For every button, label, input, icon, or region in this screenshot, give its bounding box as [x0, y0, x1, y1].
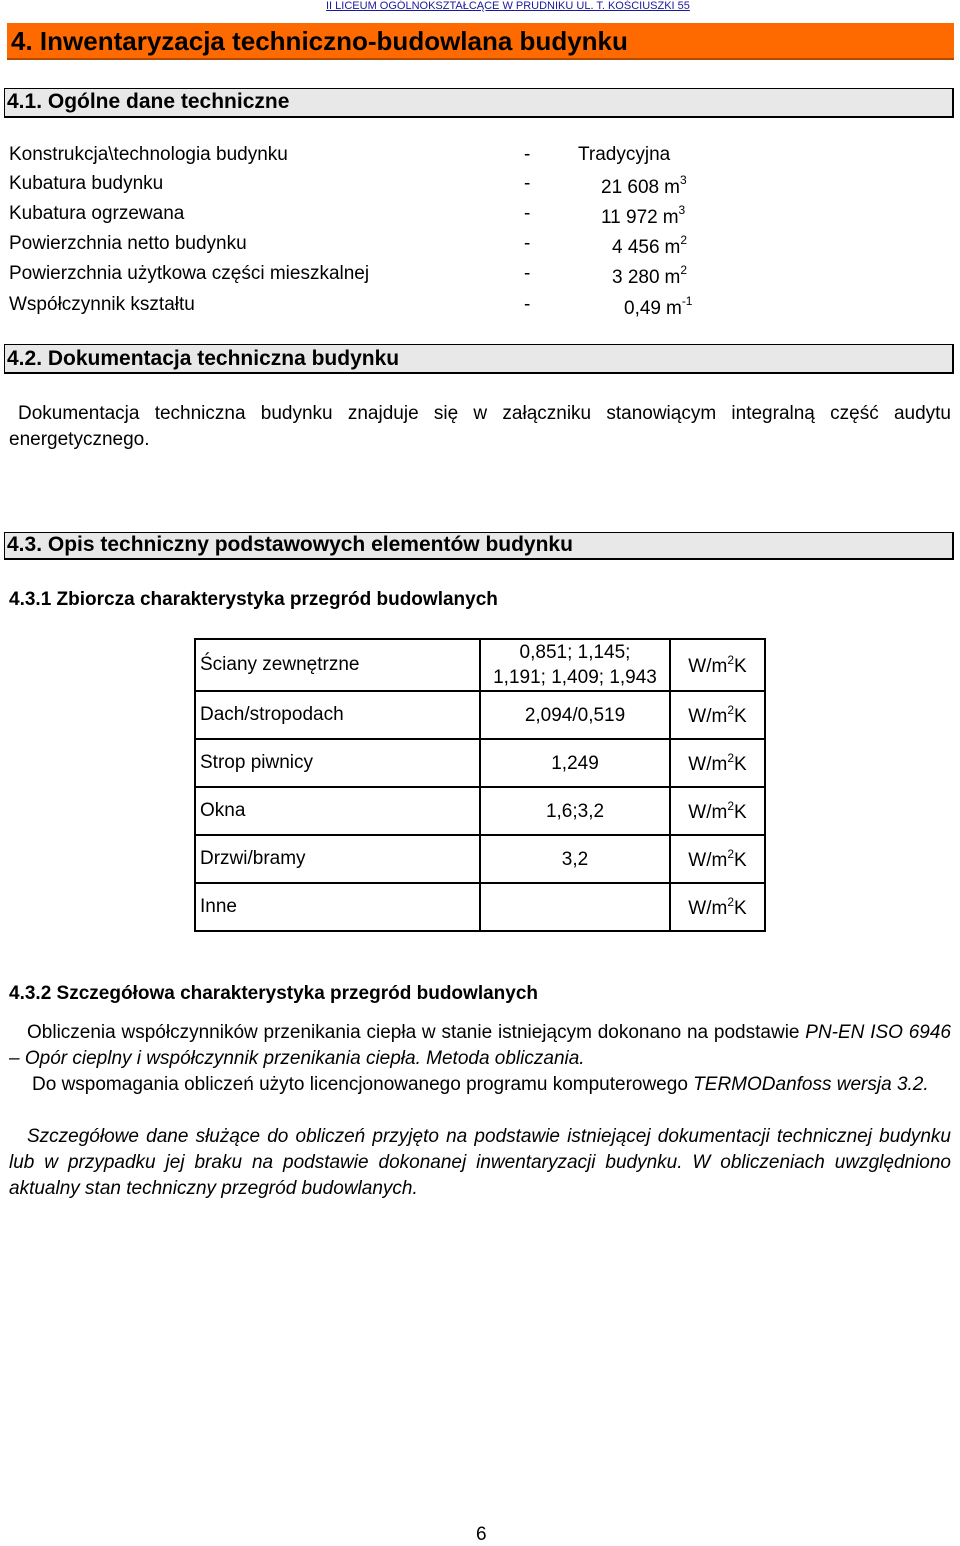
info-label: Kubatura ogrzewana: [9, 203, 185, 224]
info-dash: -: [524, 144, 531, 165]
table-row: [195, 883, 765, 931]
info-label: Powierzchnia użytkowa części mieszkalnej: [9, 263, 370, 284]
software-paragraph: Do wspomagania obliczeń użyto licencjonowanego programu komputerowego TERMODanfoss wersja 3.2.: [32, 1074, 929, 1095]
calculation-paragraph: Obliczenia współczynników przenikania ciepła w stanie istniejącym dokonano na podstawie PN-EN ISO 6946 – Opór cieplny i współczynnik przenikania ciepła. Metoda obliczania.: [9, 1022, 951, 1069]
table-row: [195, 639, 765, 691]
info-value: Tradycyjna: [578, 144, 671, 165]
section-4-2-title: 4.2. Dokumentacja techniczna budynku: [7, 347, 400, 370]
info-dash: -: [524, 203, 531, 224]
info-value: 3 280 $m^2$: [612, 263, 688, 288]
partition-unit: $W/m^2K$: [670, 883, 765, 931]
documentation-paragraph: Dokumentacja techniczna budynku znajduje się w załączniku stanowiącym integralną część audytu energetycznego.: [9, 403, 951, 450]
chapter-title: 4. Inwentaryzacja techniczno-budowlana budynku: [11, 26, 628, 56]
table-row: [195, 691, 765, 739]
info-value: 21 608 $m^3$: [601, 173, 687, 198]
info-label: Konstrukcja\technologia budynku: [9, 144, 288, 165]
partition-value: 3,2: [480, 835, 670, 883]
info-value: 11 972 $m^3$: [601, 203, 686, 228]
info-value: 0,49 $m^{-1}$: [624, 294, 693, 319]
page-number: 6: [476, 1524, 487, 1545]
section-4-3-title: 4.3. Opis techniczny podstawowych elementów budynku: [7, 533, 573, 556]
header-school-link[interactable]: II LICEUM OGÓLNOKSZTAŁCĄCE W PRUDNIKU UL. T. KOŚCIUSZKI 55: [326, 0, 690, 12]
subsection-4-3-1-title: 4.3.1 Zbiorcza charakterystyka przegród budowlanych: [9, 589, 498, 610]
partitions-table: [194, 638, 766, 932]
partition-value: 0,851; 1,145; 1,191; 1,409; 1,943: [480, 639, 670, 691]
partition-name: Strop piwnicy: [195, 739, 480, 787]
subsection-4-3-2-title: 4.3.2 Szczegółowa charakterystyka przegród budowlanych: [9, 983, 539, 1004]
section-4-1-header: [4, 88, 954, 118]
partition-value: [480, 883, 670, 931]
partition-value: 2,094/0,519: [480, 691, 670, 739]
partition-name: Dach/stropodach: [195, 691, 480, 739]
partition-value: 1,6;3,2: [480, 787, 670, 835]
partition-unit: $W/m^2K$: [670, 787, 765, 835]
info-dash: -: [524, 294, 531, 315]
info-dash: -: [524, 263, 531, 284]
info-label: Współczynnik kształtu: [9, 294, 195, 315]
info-label: Powierzchnia netto budynku: [9, 233, 247, 254]
section-4-3-header: [4, 532, 954, 560]
table-row: [195, 739, 765, 787]
partition-unit: $W/m^2K$: [670, 835, 765, 883]
info-dash: -: [524, 233, 531, 254]
details-paragraph: Szczegółowe dane służące do obliczeń przyjęto na podstawie istniejącej dokumentacji technicznej budynku lub w przypadku jej braku na podstawie dokonanej inwentaryzacji budynku. W obliczeniach uwzględniono aktualny stan techniczny przegród budowlanych.: [9, 1126, 951, 1199]
info-label: Kubatura budynku: [9, 173, 164, 194]
partition-unit: $W/m^2K$: [670, 739, 765, 787]
chapter-title-bar: [7, 23, 954, 60]
partition-value: 1,249: [480, 739, 670, 787]
section-4-2-header: [4, 344, 954, 374]
info-value: 4 456 $m^2$: [612, 233, 688, 258]
section-4-1-title: 4.1. Ogólne dane techniczne: [7, 90, 290, 113]
partition-name: Okna: [195, 787, 480, 835]
partition-unit: $W/m^2K$: [670, 639, 765, 691]
partition-unit: $W/m^2K$: [670, 691, 765, 739]
info-dash: -: [524, 173, 531, 194]
table-row: [195, 835, 765, 883]
table-row: [195, 787, 765, 835]
partition-name: Drzwi/bramy: [195, 835, 480, 883]
partition-name: Ściany zewnętrzne: [195, 639, 480, 691]
partition-name: Inne: [195, 883, 480, 931]
